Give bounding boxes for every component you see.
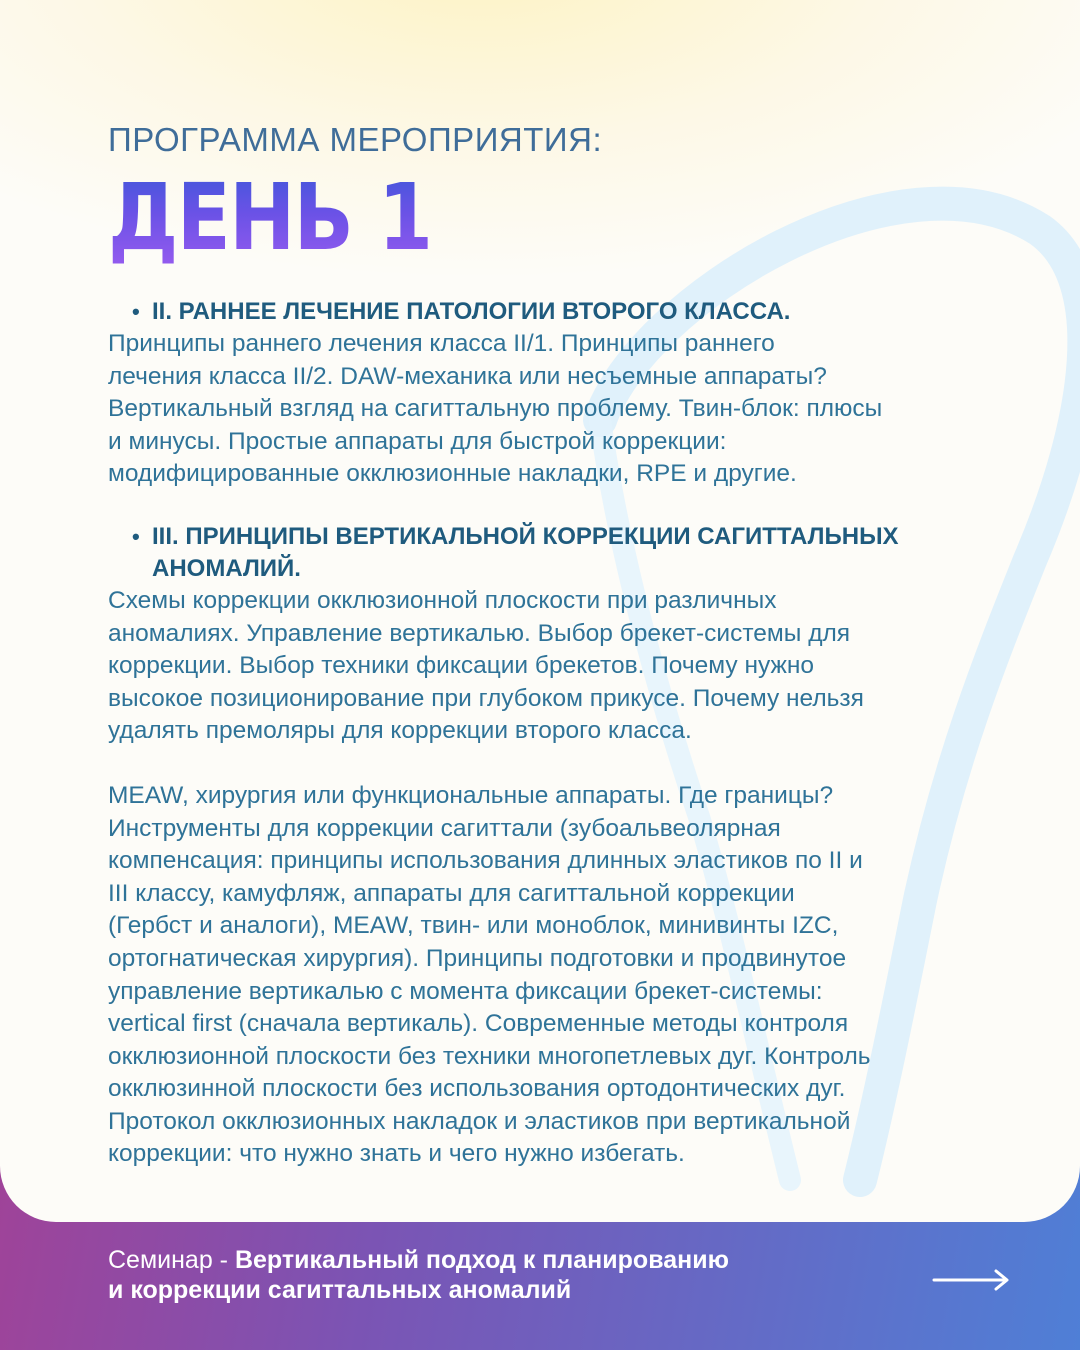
text-line: лечения класса II/2. DAW-механика или несъемные аппараты? bbox=[108, 362, 827, 390]
text-line: Схемы коррекции окклюзионной плоскости при различных bbox=[108, 586, 777, 614]
bullet-icon: • bbox=[132, 523, 140, 549]
heading-line: АНОМАЛИЙ. bbox=[152, 554, 301, 582]
text-line: окклюзионной плоскости без техники многопетлевых дуг. Контроль bbox=[108, 1042, 871, 1070]
text-line: Инструменты для коррекции сагиттали (зубоальвеолярная bbox=[108, 814, 781, 842]
text-line: коррекции: что нужно знать и чего нужно избегать. bbox=[108, 1140, 685, 1168]
seminar-footer bbox=[108, 1245, 868, 1305]
footer-title-line-1: Вертикальный подход к планированию bbox=[234, 1246, 729, 1274]
text-line: Принципы раннего лечения класса II/1. Принципы раннего bbox=[108, 330, 775, 357]
text-line: высокое позиционирование при глубоком прикусе. Почему нельзя bbox=[108, 684, 864, 712]
day-title: ДЕНЬ 1 bbox=[108, 162, 452, 274]
text-line: коррекции. Выбор техники фиксации брекетов. Почему нужно bbox=[108, 652, 815, 680]
section-ii-heading bbox=[108, 296, 988, 328]
footer-lead: Семинар - bbox=[108, 1246, 235, 1274]
bullet-icon: • bbox=[132, 299, 140, 324]
arrow-right-icon[interactable] bbox=[932, 1268, 1012, 1292]
text-line: MEAW, хирургия или функциональные аппараты. Где границы? bbox=[108, 781, 834, 809]
heading-line: III. ПРИНЦИПЫ ВЕРТИКАЛЬНОЙ КОРРЕКЦИИ САГИТТАЛЬНЫХ bbox=[152, 522, 899, 550]
text-line: (Гербст и аналоги), MEAW, твин- или моноблок, минивинты IZC, bbox=[108, 912, 839, 940]
section-iii bbox=[108, 521, 988, 1171]
section-ii bbox=[108, 296, 988, 491]
text-line: Вертикальный взгляд на сагиттальную проблему. Твин-блок: плюсы bbox=[108, 395, 883, 423]
text-line: управление вертикалью с момента фиксации брекет-системы: bbox=[108, 977, 823, 1005]
text-line: ортогнатическая хирургия). Принципы подготовки и продвинутое bbox=[108, 944, 847, 972]
section-iii-heading bbox=[108, 521, 988, 585]
section-ii-heading-text: II. РАННЕЕ ЛЕЧЕНИЕ ПАТОЛОГИИ ВТОРОГО КЛАССА. bbox=[152, 298, 791, 325]
text-line: Протокол окклюзионных накладок и эластиков при вертикальной bbox=[108, 1107, 851, 1135]
program-content bbox=[108, 120, 988, 1171]
text-line: и минусы. Простые аппараты для быстрой коррекции: bbox=[108, 427, 727, 455]
footer-title-line-2: и коррекции сагиттальных аномалий bbox=[108, 1276, 572, 1304]
program-eyebrow: ПРОГРАММА МЕРОПРИЯТИЯ: bbox=[108, 121, 603, 158]
text-line: аномалиях. Управление вертикалью. Выбор брекет-системы для bbox=[108, 619, 851, 647]
text-line: окклюзинной плоскости без использования ортодонтических дуг. bbox=[108, 1075, 846, 1103]
text-line: vertical first (сначала вертикаль). Современные методы контроля bbox=[108, 1010, 849, 1038]
section-iii-text bbox=[108, 585, 988, 748]
section-ii-text bbox=[108, 328, 988, 491]
text-line: III классу, камуфляж, аппараты для сагиттальной коррекции bbox=[108, 879, 795, 907]
text-line: удалять премоляры для коррекции второго класса. bbox=[108, 717, 692, 745]
text-line: модифицированные окклюзионные накладки, RPE и другие. bbox=[108, 460, 797, 488]
section-iii-heading-text bbox=[152, 521, 899, 585]
text-line: компенсация: принципы использования длинных эластиков по II и bbox=[108, 847, 863, 875]
section-iii-text-2 bbox=[108, 780, 988, 1171]
